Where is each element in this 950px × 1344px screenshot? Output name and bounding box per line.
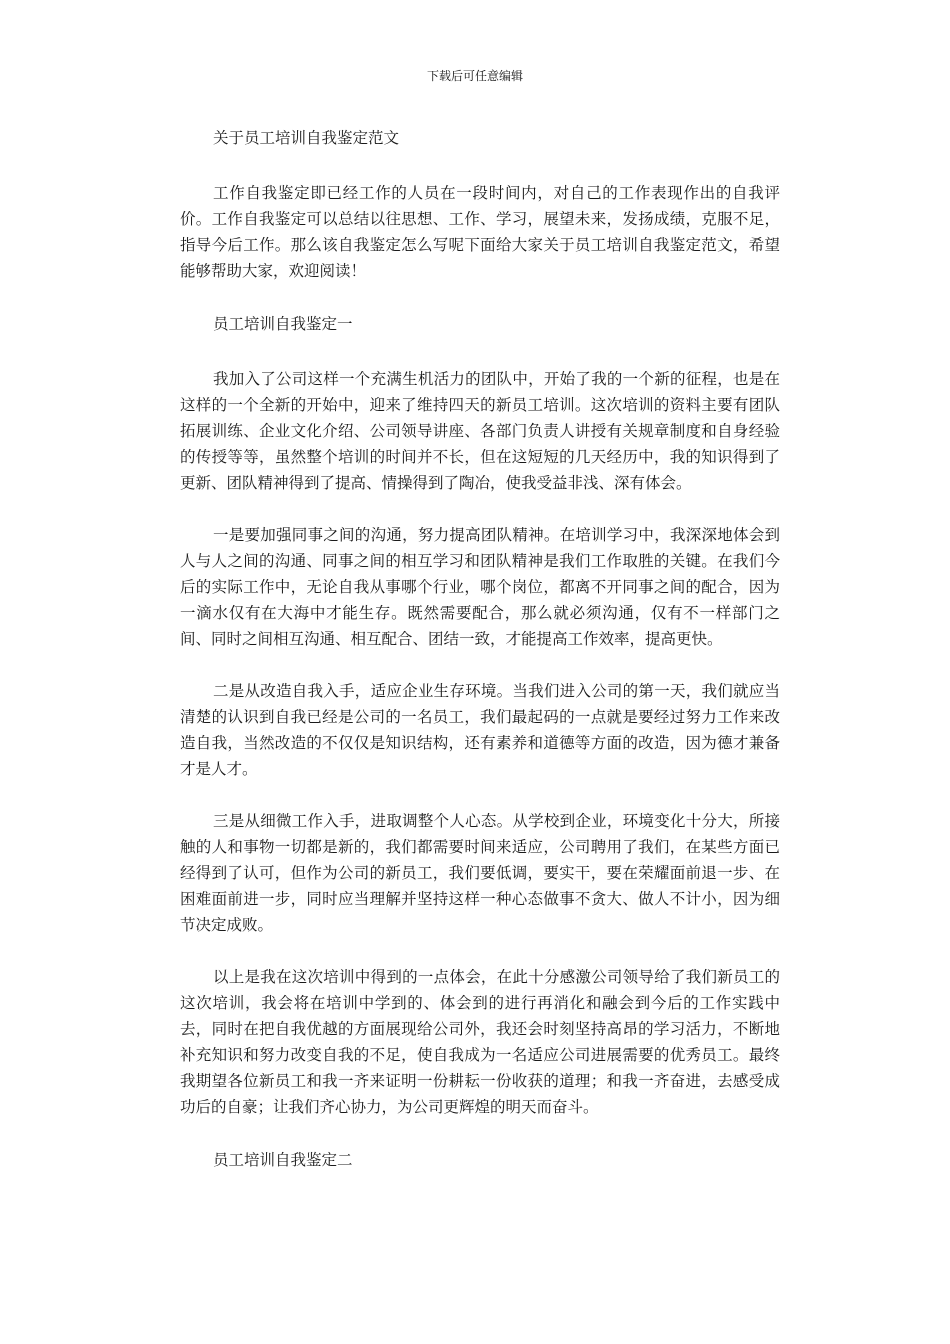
section1-paragraph: 一是要加强同事之间的沟通，努力提高团队精神。在培训学习中，我深深地体会到人与人之间的沟通、同事之间的相互学习和团队精神是我们工作取胜的关键。在我们今后的实际工作中，无论自我从事哪个行业，哪个岗位，都离不开同事之间的配合，因为一滴水仅有在大海中才能生存。既然需要配合，那么就必须沟通，仅有不一样部门之间、同时之间相互沟通、相互配合、团结一致，才能提高工作效率，提高更快。 [180, 526, 780, 648]
document-title: 关于员工培训自我鉴定范文 [213, 129, 400, 147]
section1-paragraph: 以上是我在这次培训中得到的一点体会，在此十分感激公司领导给了我们新员工的这次培训，我会将在培训中学到的、体会到的进行再消化和融会到今后的工作实践中去，同时在把自我优越的方面展现给公司外，我还会时刻坚持高昂的学习活力，不断地补充知识和努力改变自我的不足，使自我成为一名适应公司进展需要的优秀员工。最终我期望各位新员工和我一齐来证明一份耕耘一份收获的道理；和我一齐奋进，去感受成功后的自豪；让我们齐心协力，为公司更辉煌的明天而奋斗。 [180, 968, 780, 1116]
intro-paragraph: 工作自我鉴定即已经工作的人员在一段时间内，对自己的工作表现作出的自我评价。工作自我鉴定可以总结以往思想、工作、学习，展望未来，发扬成绩，克服不足，指导今后工作。那么该自我鉴定怎么写呢下面给大家关于员工培训自我鉴定范文，希望能够帮助大家，欢迎阅读！ [180, 184, 780, 280]
document-body [180, 124, 780, 1202]
section1-paragraph: 二是从改造自我入手，适应企业生存环境。当我们进入公司的第一天，我们就应当清楚的认识到自我已经是公司的一名员工，我们最起码的一点就是要经过努力工作来改造自我，当然改造的不仅仅是知识结构，还有素养和道德等方面的改造，因为德才兼备才是人才。 [180, 682, 780, 778]
page-header: 下载后可任意编辑 [426, 69, 523, 83]
section-heading-2: 员工培训自我鉴定二 [213, 1151, 353, 1169]
section-heading-1: 员工培训自我鉴定一 [213, 315, 353, 333]
section1-paragraph: 三是从细微工作入手，进取调整个人心态。从学校到企业，环境变化十分大，所接触的人和事物一切都是新的，我们都需要时间来适应，公司聘用了我们，在某些方面已经得到了认可，但作为公司的新员工，我们要低调，要实干，要在荣耀面前退一步、在困难面前进一步，同时应当理解并坚持这样一种心态做事不贪大、做人不计小，因为细节决定成败。 [180, 812, 780, 934]
section1-paragraph: 我加入了公司这样一个充满生机活力的团队中，开始了我的一个新的征程，也是在这样的一个全新的开始中，迎来了维持四天的新员工培训。这次培训的资料主要有团队拓展训练、企业文化介绍、公司领导讲座、各部门负责人讲授有关规章制度和自身经验的传授等等，虽然整个培训的时间并不长，但在这短短的几天经历中，我的知识得到了更新、团队精神得到了提高、情操得到了陶冶，使我受益非浅、深有体会。 [180, 370, 780, 492]
